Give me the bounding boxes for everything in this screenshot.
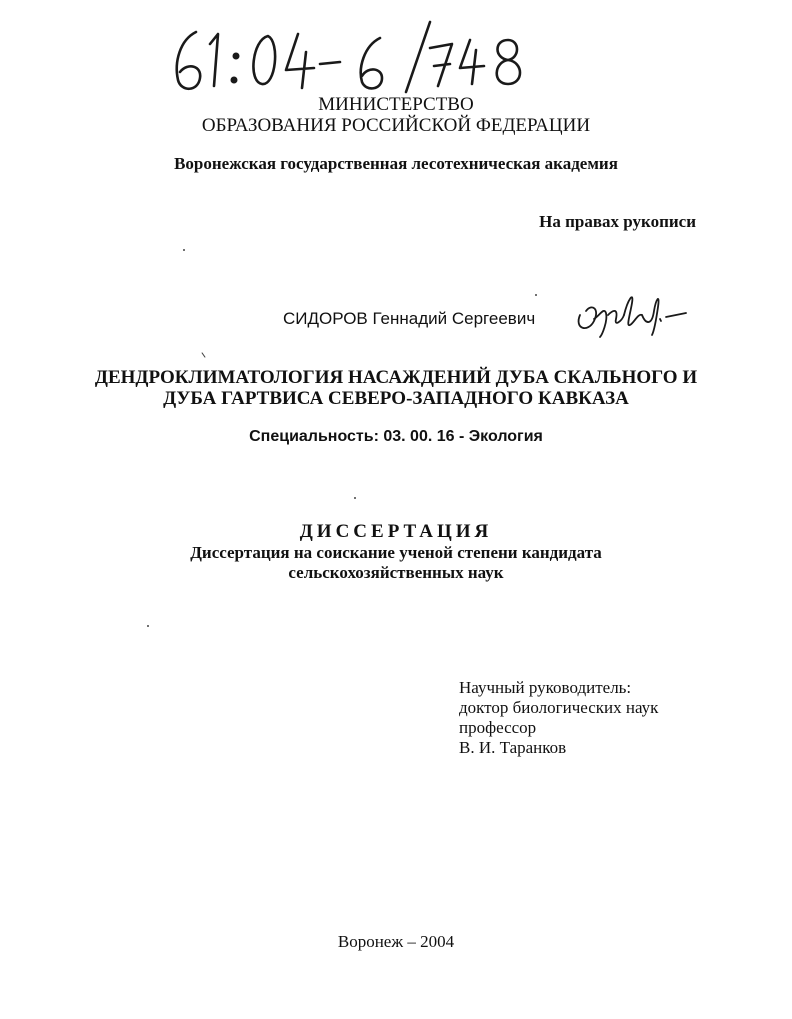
author-name: СИДОРОВ Геннадий Сергеевич [283,309,536,328]
supervisor-name: В. И. Таранков [459,738,567,757]
ministry-line-1: МИНИСТЕРСТВО [318,94,474,115]
scan-speck [201,352,205,357]
city-year: Воронеж – 2004 [337,932,455,951]
dissertation-line-2: сельскохозяйственных наук [288,563,504,582]
handwritten-catalog-number [168,18,548,96]
title-line-1: ДЕНДРОКЛИМАТОЛОГИЯ НАСАЖДЕНИЙ ДУБА СКАЛЬНОГО И [94,367,698,388]
dissertation-title [0,367,792,409]
supervisor-degree: доктор биологических наук [459,698,659,717]
dissertation-line-1: Диссертация на соискание ученой степени кандидата [190,543,602,562]
author-signature [570,285,690,340]
scan-speck [147,625,149,627]
supervisor-block [459,678,658,758]
ministry-line-2: ОБРАЗОВАНИЯ РОССИЙСКОЙ ФЕДЕРАЦИИ [201,115,591,136]
supervisor-rank: профессор [459,718,537,737]
academy-name: Воронежская государственная лесотехническая академия [174,154,618,173]
scan-speck [354,497,356,499]
dissertation-heading: ДИССЕРТАЦИЯ [299,521,493,542]
scan-speck [535,294,537,296]
ministry-heading [0,94,792,136]
rights-notice: На правах рукописи [539,212,696,231]
supervisor-label: Научный руководитель: [459,678,632,697]
dissertation-description [0,543,792,583]
specialty: Специальность: 03. 00. 16 - Экология [249,428,543,445]
title-line-2: ДУБА ГАРТВИСА СЕВЕРО-ЗАПАДНОГО КАВКАЗА [163,388,629,409]
scan-speck [183,249,185,251]
